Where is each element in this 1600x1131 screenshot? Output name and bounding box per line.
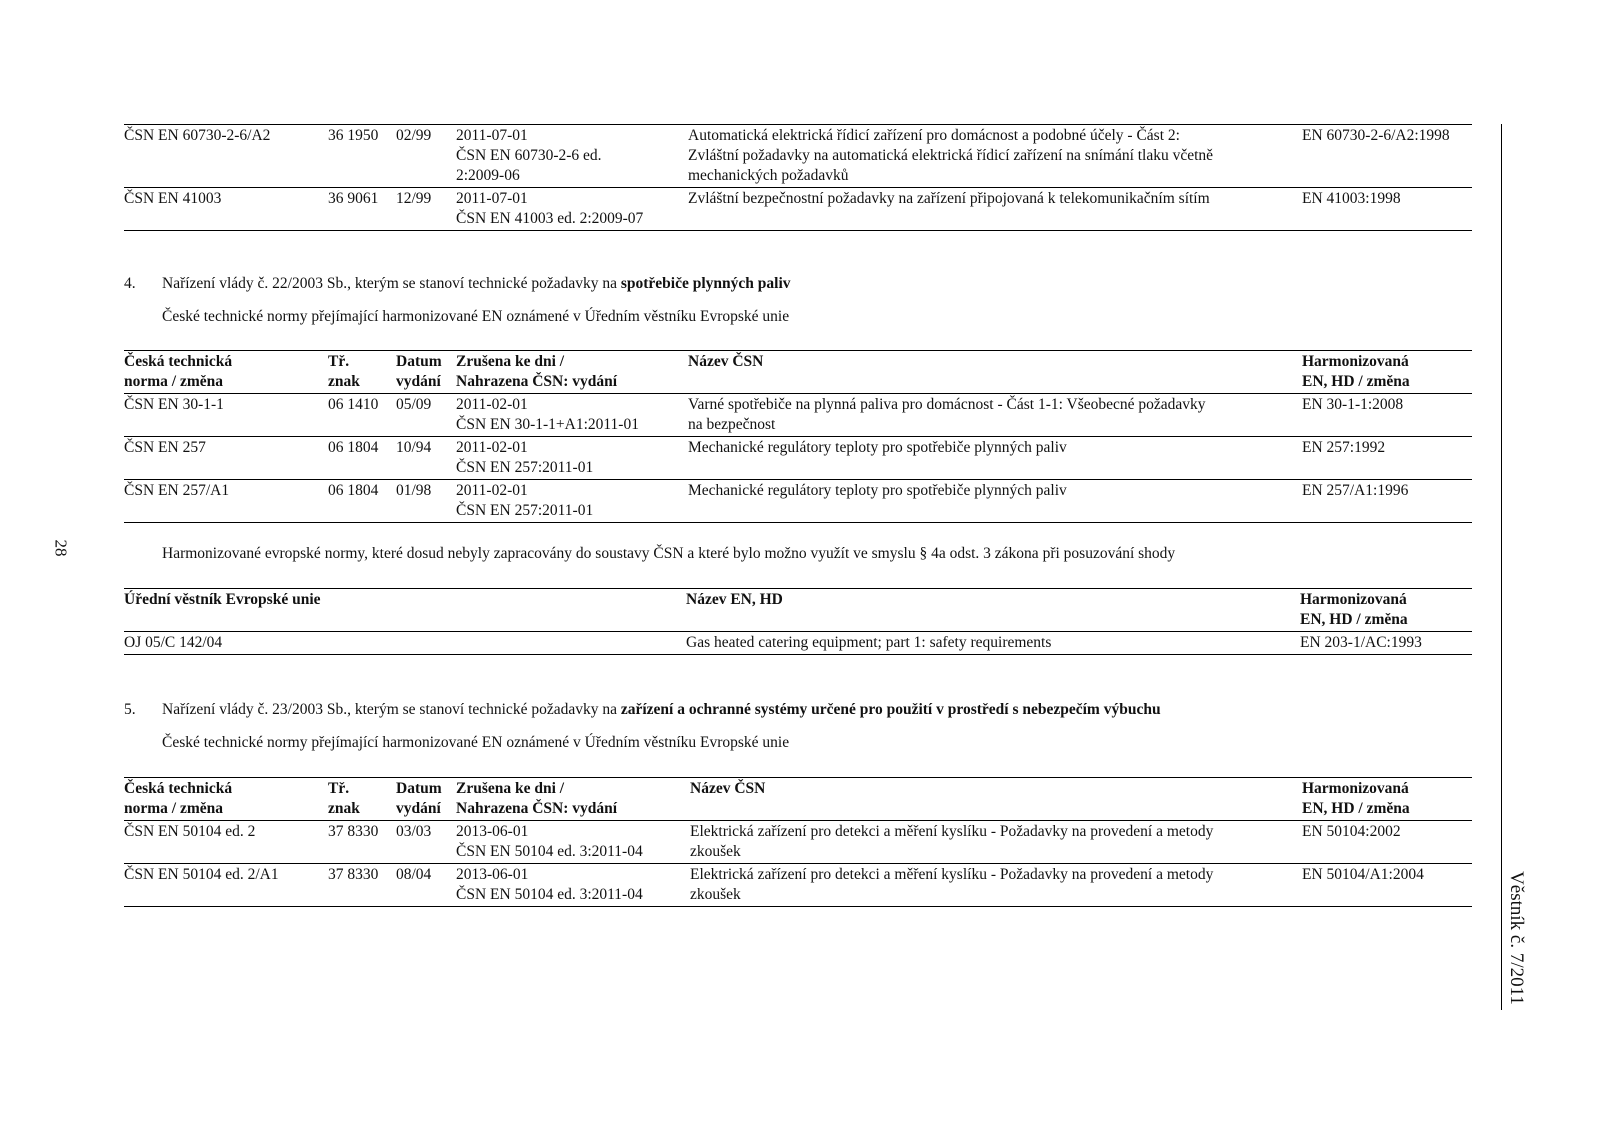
col-harm-line: Harmonizovaná	[1302, 353, 1409, 370]
section-5-heading	[124, 700, 1472, 720]
cell-datum: 12/99	[396, 188, 456, 231]
cell-zrusena-line: 2011-02-01	[456, 396, 528, 413]
cell-zrusena-line: ČSN EN 257:2011-01	[456, 502, 594, 519]
eu-col-harm-line1: Harmonizovaná	[1300, 591, 1407, 608]
table-row	[124, 125, 1472, 188]
cell-zrusena-line: 2011-02-01	[456, 482, 528, 499]
cell-nazev-line: Zvláštní bezpečnostní požadavky na zařízení připojovaná k telekomunikačním sítím	[688, 190, 1210, 207]
cell-nazev	[688, 394, 1302, 437]
cell-nazev-line: na bezpečnost	[688, 416, 776, 433]
cell-nazev	[690, 821, 1302, 864]
col-norma-line: Česká technická	[124, 780, 233, 797]
col-zrusena-line: Zrušena ke dni /	[456, 353, 565, 370]
eu-cell-nazev: Gas heated catering equipment; part 1: safety requirements	[686, 632, 1300, 655]
section-4-heading-bold: spotřebiče plynných paliv	[620, 275, 791, 292]
section-4-number: 4.	[124, 275, 136, 292]
table-row	[124, 394, 1472, 437]
col-datum-line: vydání	[396, 373, 441, 390]
col-zrusena	[456, 778, 690, 821]
cell-zrusena-line: 2011-07-01	[456, 190, 528, 207]
section-5-heading-bold: zařízení a ochranné systémy určené pro použití v prostředí s nebezpečím výbuchu	[620, 701, 1161, 718]
cell-datum: 05/09	[396, 394, 456, 437]
cell-nazev	[688, 480, 1302, 523]
cell-nazev	[690, 864, 1302, 907]
cell-tr: 06 1804	[328, 480, 396, 523]
col-tr-line: Tř.	[328, 353, 350, 370]
cell-zrusena	[456, 125, 688, 188]
eu-col-vestnik: Úřední věstník Evropské unie	[124, 589, 686, 632]
section-4-eu-table	[124, 588, 1472, 655]
cell-harm: EN 257:1992	[1302, 437, 1472, 480]
section-5-heading-text: Nařízení vlády č. 23/2003 Sb., kterým se stanoví technické požadavky na	[162, 701, 621, 718]
cell-zrusena-line: 2011-02-01	[456, 439, 528, 456]
col-datum-line: Datum	[396, 780, 442, 797]
cell-harm: EN 41003:1998	[1302, 188, 1472, 231]
col-harm-line: EN, HD / změna	[1302, 800, 1410, 817]
col-datum	[396, 351, 456, 394]
section-4-heading	[124, 274, 1472, 294]
cell-datum: 08/04	[396, 864, 456, 907]
col-norma-line: Česká technická	[124, 353, 233, 370]
cell-nazev	[688, 188, 1302, 231]
section-4-eu-subhead: Harmonizované evropské normy, které dosud nebyly zapracovány do soustavy ČSN a které bylo možno využít ve smyslu § 4a odst. 3 zákona při posuzování shody	[162, 545, 1176, 562]
section-4-subhead: České technické normy přejímající harmonizované EN oznámené v Úředním věstníku Evropské unie	[162, 308, 790, 325]
col-harm	[1302, 351, 1472, 394]
cell-norma: ČSN EN 41003	[124, 188, 328, 231]
cell-nazev-line: Elektrická zařízení pro detekci a měření kyslíku - Požadavky na provedení a metody	[690, 866, 1214, 883]
cell-tr: 06 1410	[328, 394, 396, 437]
section-4-csn-table	[124, 350, 1472, 523]
section-5-number: 5.	[124, 701, 136, 718]
eu-col-harm-line2: EN, HD / změna	[1300, 611, 1408, 628]
section-5-subhead: České technické normy přejímající harmonizované EN oznámené v Úředním věstníku Evropské unie	[162, 734, 790, 751]
cell-zrusena	[456, 864, 690, 907]
cell-datum: 02/99	[396, 125, 456, 188]
col-zrusena-line: Zrušena ke dni /	[456, 780, 565, 797]
cell-zrusena-line: ČSN EN 257:2011-01	[456, 459, 594, 476]
cell-norma: ČSN EN 30-1-1	[124, 394, 328, 437]
cell-harm: EN 50104/A1:2004	[1302, 864, 1472, 907]
cell-norma: ČSN EN 50104 ed. 2	[124, 821, 328, 864]
table-row	[124, 632, 1472, 655]
section-4-csn-body	[124, 394, 1472, 523]
cell-nazev-line: Varné spotřebiče na plynná paliva pro domácnost - Část 1-1: Všeobecné požadavky	[688, 396, 1206, 413]
eu-col-harm	[1300, 589, 1472, 632]
cell-zrusena-line: ČSN EN 41003 ed. 2:2009-07	[456, 210, 644, 227]
eu-col-nazev: Název EN, HD	[686, 589, 1300, 632]
table-row	[124, 188, 1472, 231]
cell-zrusena	[456, 188, 688, 231]
page-number: 28	[51, 539, 71, 557]
cell-nazev	[688, 437, 1302, 480]
cell-norma: ČSN EN 257/A1	[124, 480, 328, 523]
table-row	[124, 437, 1472, 480]
col-norma	[124, 351, 328, 394]
cell-tr: 37 8330	[328, 821, 396, 864]
cell-nazev-line: Mechanické regulátory teploty pro spotřebiče plynných paliv	[688, 482, 1067, 499]
eu-cell-vestnik: OJ 05/C 142/04	[124, 632, 686, 655]
cell-datum: 01/98	[396, 480, 456, 523]
cell-zrusena	[456, 437, 688, 480]
cell-nazev-line: Mechanické regulátory teploty pro spotřebiče plynných paliv	[688, 439, 1067, 456]
cell-zrusena-line: 2013-06-01	[456, 823, 529, 840]
cell-zrusena-line: ČSN EN 50104 ed. 3:2011-04	[456, 843, 643, 860]
table-row	[124, 864, 1472, 907]
table-row	[124, 480, 1472, 523]
col-tr-line: znak	[328, 373, 360, 390]
col-tr	[328, 778, 396, 821]
cell-nazev	[688, 125, 1302, 188]
cell-norma: ČSN EN 50104 ed. 2/A1	[124, 864, 328, 907]
col-harm-line: Harmonizovaná	[1302, 780, 1409, 797]
cell-nazev-line: zkoušek	[690, 886, 741, 903]
cell-tr: 06 1804	[328, 437, 396, 480]
col-datum-line: Datum	[396, 353, 442, 370]
cell-zrusena-line: ČSN EN 60730-2-6 ed.	[456, 147, 602, 164]
cell-tr: 36 9061	[328, 188, 396, 231]
cell-nazev-line: Zvláštní požadavky na automatická elektrická řídicí zařízení na snímání tlaku včetně	[688, 147, 1214, 164]
cell-zrusena-line: 2:2009-06	[456, 167, 520, 184]
cell-harm: EN 50104:2002	[1302, 821, 1472, 864]
cell-zrusena-line: 2013-06-01	[456, 866, 529, 883]
col-tr-line: znak	[328, 800, 360, 817]
cell-harm: EN 257/A1:1996	[1302, 480, 1472, 523]
col-nazev: Název ČSN	[688, 351, 1302, 394]
table-top-continuation	[124, 124, 1472, 231]
cell-zrusena-line: ČSN EN 50104 ed. 3:2011-04	[456, 886, 643, 903]
journal-label: Věstník č. 7/2011	[1506, 871, 1527, 1005]
col-zrusena	[456, 351, 688, 394]
cell-zrusena-line: ČSN EN 30-1-1+A1:2011-01	[456, 416, 639, 433]
col-tr	[328, 351, 396, 394]
cell-zrusena-line: 2011-07-01	[456, 127, 528, 144]
cell-tr: 36 1950	[328, 125, 396, 188]
cell-harm: EN 60730-2-6/A2:1998	[1302, 125, 1472, 188]
col-zrusena-line: Nahrazena ČSN: vydání	[456, 800, 618, 817]
cell-tr: 37 8330	[328, 864, 396, 907]
side-rule	[1501, 124, 1502, 1010]
col-harm	[1302, 778, 1472, 821]
section-5-csn-table	[124, 777, 1472, 907]
cell-zrusena	[456, 394, 688, 437]
col-harm-line: EN, HD / změna	[1302, 373, 1410, 390]
section-4-heading-text: Nařízení vlády č. 22/2003 Sb., kterým se stanoví technické požadavky na	[162, 275, 621, 292]
cell-nazev-line: Automatická elektrická řídicí zařízení pro domácnost a podobné účely - Část 2:	[688, 127, 1180, 144]
col-nazev: Název ČSN	[690, 778, 1302, 821]
col-norma	[124, 778, 328, 821]
cell-datum: 03/03	[396, 821, 456, 864]
section-5-csn-body	[124, 821, 1472, 907]
cell-nazev-line: zkoušek	[690, 843, 741, 860]
cell-nazev-line: mechanických požadavků	[688, 167, 849, 184]
cell-norma: ČSN EN 257	[124, 437, 328, 480]
table-top-body	[124, 125, 1472, 231]
cell-zrusena	[456, 821, 690, 864]
cell-nazev-line: Elektrická zařízení pro detekci a měření kyslíku - Požadavky na provedení a metody	[690, 823, 1214, 840]
col-norma-line: norma / změna	[124, 373, 224, 390]
eu-cell-harm: EN 203-1/AC:1993	[1300, 632, 1472, 655]
table-row	[124, 821, 1472, 864]
cell-harm: EN 30-1-1:2008	[1302, 394, 1472, 437]
cell-datum: 10/94	[396, 437, 456, 480]
cell-zrusena	[456, 480, 688, 523]
col-zrusena-line: Nahrazena ČSN: vydání	[456, 373, 618, 390]
cell-norma: ČSN EN 60730-2-6/A2	[124, 125, 328, 188]
col-tr-line: Tř.	[328, 780, 350, 797]
col-datum-line: vydání	[396, 800, 441, 817]
col-norma-line: norma / změna	[124, 800, 224, 817]
col-datum	[396, 778, 456, 821]
